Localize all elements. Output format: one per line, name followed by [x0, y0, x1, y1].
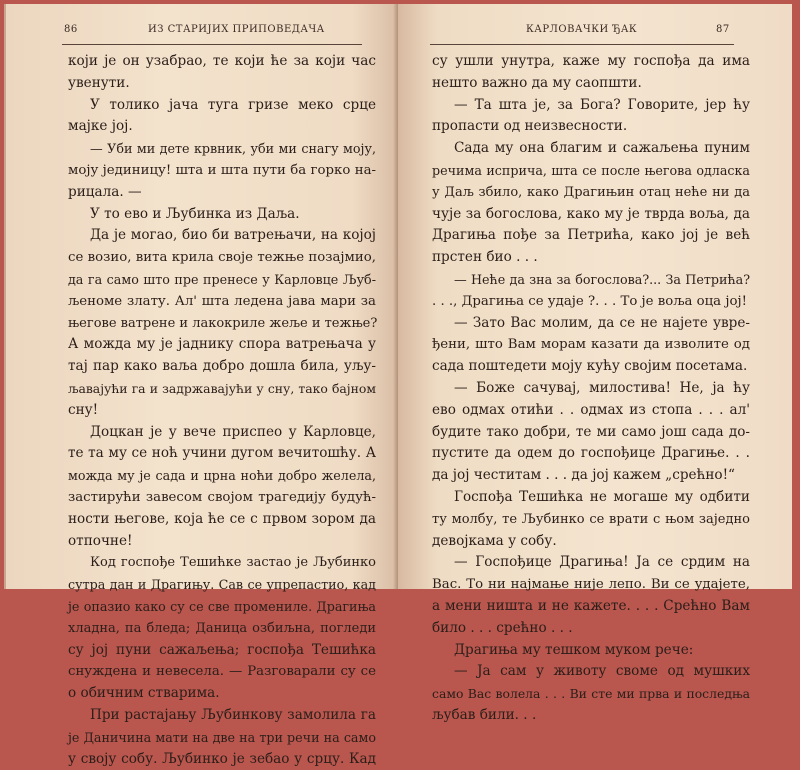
text-line: било . . . срећно . . .: [432, 618, 750, 640]
text-line: моју јединицу! шта и шта пути ба горко на-: [68, 160, 376, 182]
text-line: се возио, вита крила своје тежње позајмио,: [68, 247, 376, 269]
text-line: мајке јој.: [68, 116, 376, 138]
text-line: љеноме злату. Ал' шта ледена јава мари за: [68, 291, 376, 313]
text-line: — Неће да зна за богослова?... За Петрића?: [432, 269, 750, 291]
text-line: тај пар како ваља добро дошла била, уљу-: [68, 356, 376, 378]
text-line: речима исприча, шта се после његова одласка: [432, 160, 750, 182]
text-line: љавајући га и задржавајући у сну, тако бајном: [68, 378, 376, 400]
text-line: снуждена и невесела. — Разговарали су се: [68, 661, 376, 683]
text-line: хладна, па бледа; Даница озбиљна, погледи: [68, 618, 376, 640]
text-line: сутра дан и Драгињу. Сав се упрепастио, кад: [68, 574, 376, 596]
text-line: Вас. То ни најмање није лепо. Ви се удајете,: [432, 574, 750, 596]
text-line: да јој честитам . . . да јој кажем „срећно!“: [432, 465, 750, 487]
text-line: чује за богослова, како му је тврда воља, да: [432, 204, 750, 226]
text-line: застирући завесом својом трагедију будућ-: [68, 487, 376, 509]
text-line: је опазио како су се све промениле. Драгиња: [68, 596, 376, 618]
text-line: су ушли унутра, каже му госпођа да има: [432, 51, 750, 73]
text-line: пустите да одем до госпођице Драгиње. . .: [432, 443, 750, 465]
text-line: А можда му је јаднику спора ватрењача у: [68, 334, 376, 356]
text-line: будите тако добри, те ми само још сада до-: [432, 422, 750, 444]
right-header-rule: [430, 44, 734, 45]
text-line: који је он узабрао, те који ће за који час: [68, 51, 376, 73]
text-line: његове ватрене и лакокриле жеље и тежње?: [68, 313, 376, 335]
text-line: — Зато Вас молим, да се не најете увре-: [432, 313, 750, 335]
text-line: сада поштедети моју кућу својим посетама.: [432, 356, 750, 378]
text-line: . . ., Драгиња се удаје ?. . . То је воља оца јој!: [432, 291, 750, 313]
text-line: у Даљ збило, како Драгињин отац неће ни да: [432, 182, 750, 204]
text-line: — Боже сачувај, милостива! Не, ја ћу: [432, 378, 750, 400]
right-page-text: [432, 51, 750, 727]
text-line: о обичним стварима.: [68, 683, 376, 705]
text-line: Госпођа Тешићка не могаше му одбити: [432, 487, 750, 509]
text-line: прстен био . . .: [432, 247, 750, 269]
text-line: Драгиња му тешком муком рече:: [432, 640, 750, 662]
text-line: Доцкан је у вече приспео у Карловце,: [68, 422, 376, 444]
text-line: — Ја сам у животу своме од мушких: [432, 661, 750, 683]
text-line: У то ево и Љубинка из Даља.: [68, 204, 376, 226]
right-page-number: 87: [716, 24, 730, 35]
text-line: — Уби ми дете крвник, уби ми снагу моју,: [68, 138, 376, 160]
right-running-head: КАРЛОВАЧКИ ЂАК: [526, 24, 637, 35]
text-line: љубав били. . .: [432, 705, 750, 727]
left-page: [6, 4, 398, 589]
text-line: — Госпођице Драгиња! Ја се срдим на: [432, 552, 750, 574]
text-line: нешто важно да му саопшти.: [432, 73, 750, 95]
left-running-head: ИЗ СТАРИЈИХ ПРИПОВЕДАЧА: [148, 24, 325, 35]
left-page-text: [68, 51, 376, 770]
text-line: пропасти од неизвесности.: [432, 116, 750, 138]
text-line: је Даничина мати на две на три речи на само: [68, 727, 376, 749]
text-line: ту молбу, те Љубинко се врати с њом заједно: [432, 509, 750, 531]
text-line: У толико јача туга гризе меко срце: [68, 95, 376, 117]
left-header-rule: [62, 44, 362, 45]
text-line: девојкама у собу.: [432, 531, 750, 553]
text-line: При растајању Љубинкову замолила га: [68, 705, 376, 727]
text-line: те та му се ноћ учини дугом вечитошћу. А: [68, 443, 376, 465]
text-line: Код госпође Тешићке застао је Љубинко: [68, 552, 376, 574]
text-line: ности његове, која ће се с првом зором да: [68, 509, 376, 531]
text-line: ево одмах отићи . . одмах из стопа . . . ал': [432, 400, 750, 422]
text-line: сну!: [68, 400, 376, 422]
text-line: су јој пуни сажаљења; госпођа Тешићка: [68, 640, 376, 662]
text-line: а мени ништа и не кажете. . . . Срећно Вам: [432, 596, 750, 618]
text-line: Да је могао, био би ватрењачи, на којој: [68, 225, 376, 247]
text-line: — Та шта је, за Бога? Говорите, јер ћу: [432, 95, 750, 117]
right-page: [398, 4, 792, 589]
text-line: да га само што пре пренесе у Карловце Љуб-: [68, 269, 376, 291]
text-line: можда му је сада и црна ноћи добро желела,: [68, 465, 376, 487]
text-line: ђени, што Вам морам казати да изволите од: [432, 334, 750, 356]
text-line: Сада му она благим и сажаљења пуним: [432, 138, 750, 160]
text-line: рицала. —: [68, 182, 376, 204]
text-line: у своју собу. Љубинко је зебао у срцу. Кад: [68, 749, 376, 770]
text-line: отпочне!: [68, 531, 376, 553]
text-line: увенути.: [68, 73, 376, 95]
left-page-number: 86: [64, 24, 78, 35]
text-line: Драгиња пође за Петрића, како јој је већ: [432, 225, 750, 247]
text-line: само Вас волела . . . Ви сте ми прва и последња: [432, 683, 750, 705]
